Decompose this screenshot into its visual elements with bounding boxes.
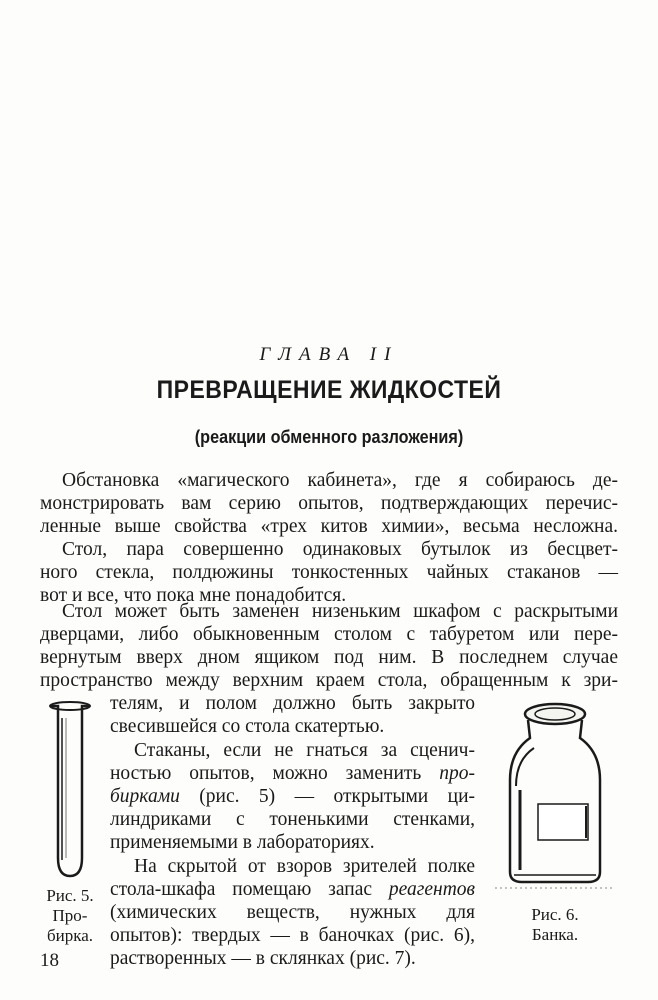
text-line: вот и все, что пока мне понадобится. — [40, 585, 347, 606]
text-line: дверцами, либо обыкновенным столом с табуретом или пере- — [40, 624, 618, 645]
text-line: опытов): твердых — в баночках (рис. 6), — [110, 925, 475, 946]
text-line: Стаканы, если не гнаться за сценич- — [134, 740, 475, 761]
text-line: На скрытой от взоров зрителей полке — [134, 856, 475, 877]
figure-5-caption: Рис. 5. Про- бирка. — [46, 886, 94, 945]
chapter-subtitle: (реакции обменного разложения) — [194, 427, 464, 447]
text-line: растворенных — в склянках (рис. 7). — [110, 948, 416, 969]
text-line: бирками (рис. 5) — открытыми ци- — [110, 786, 475, 807]
text-line: стола-шкафа помещаю запас реагентов — [110, 879, 475, 900]
text-line: Стол может быть заменен низеньким шкафом с раскрытыми — [62, 601, 618, 622]
text-line: вернутым вверх дном ящиком под ним. В последнем случае — [40, 647, 618, 668]
text-line: пространство между верхним краем стола, обращенным к зри- — [40, 670, 618, 691]
figure-6-caption: Рис. 6. Банка. — [531, 905, 579, 944]
chapter-label: ГЛАВА II — [259, 344, 399, 365]
text-line: телям, и полом должно быть закрыто — [110, 693, 475, 714]
jar-illustration — [490, 700, 620, 895]
text-line: ностью опытов, можно заменить про- — [110, 763, 475, 784]
text-line: Стол, пара совершенно одинаковых бутылок из бесцвет- — [62, 539, 618, 560]
text-line: Обстановка «магического кабинета», где я собираюсь де- — [62, 470, 618, 491]
text-line: линдриками с тоненькими стенками, — [110, 809, 475, 830]
chapter-title: ПРЕВРАЩЕНИЕ ЖИДКОСТЕЙ — [156, 376, 502, 404]
text-line: применяемыми в лабораториях. — [110, 832, 375, 853]
text-line: ного стекла, полдюжины тонкостенных чайных стаканов — — [40, 562, 618, 583]
text-line: свесившейся со стола скатертью. — [110, 716, 385, 737]
page-number: 18 — [40, 950, 59, 971]
text-line: (химических веществ, нужных для — [110, 902, 475, 923]
test-tube-illustration — [40, 698, 100, 883]
text-line: монстрировать вам серию опытов, подтверждающих перечис- — [40, 493, 618, 514]
text-line: ленные выше свойства «трех китов химии», весьма несложна. — [40, 516, 618, 537]
